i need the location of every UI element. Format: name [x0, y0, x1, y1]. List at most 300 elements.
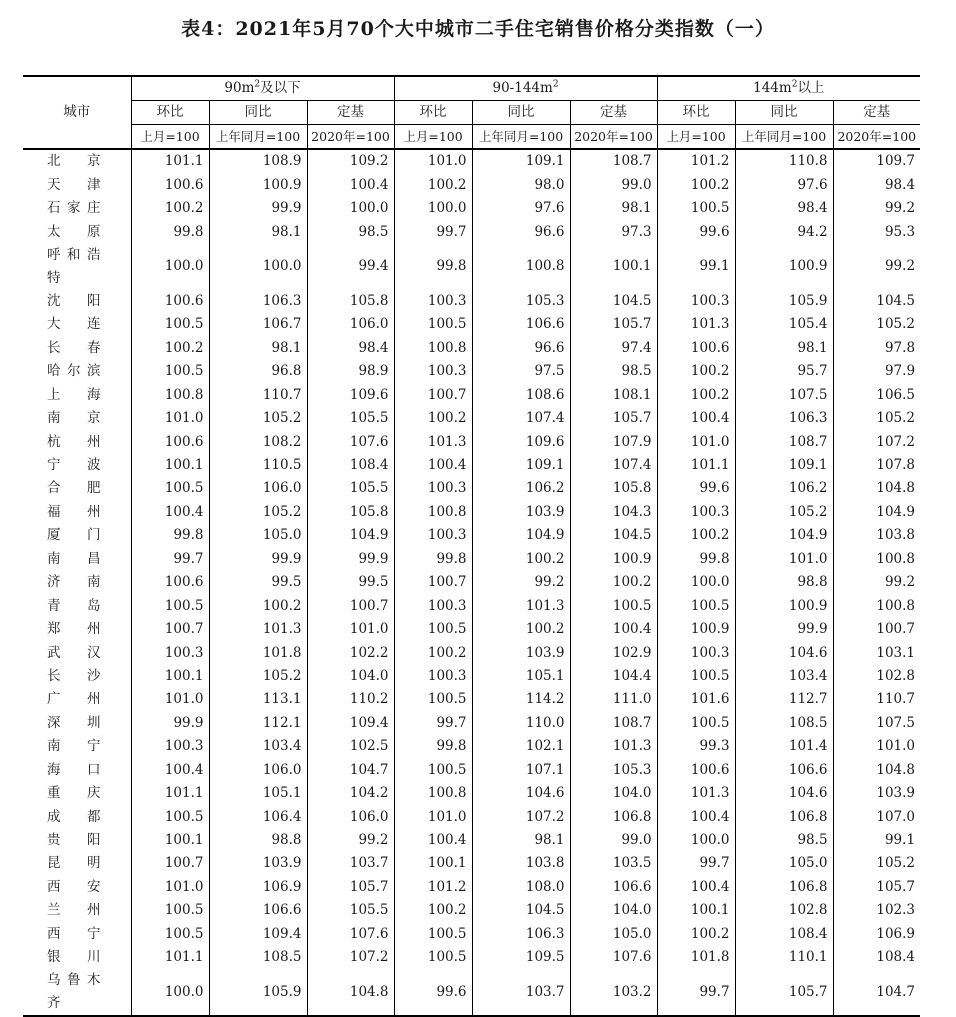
index-value: 106.0 — [307, 805, 394, 828]
index-value: 100.3 — [657, 290, 735, 313]
index-value: 106.2 — [472, 477, 570, 500]
index-value: 101.0 — [394, 149, 472, 173]
index-value: 104.4 — [570, 665, 657, 688]
table-row — [23, 735, 920, 758]
index-value: 103.1 — [833, 641, 920, 664]
table-row — [23, 923, 920, 946]
index-value: 107.6 — [307, 430, 394, 453]
index-value: 100.2 — [657, 173, 735, 196]
index-value: 107.6 — [570, 946, 657, 969]
index-value: 108.2 — [209, 430, 307, 453]
index-value: 99.5 — [209, 571, 307, 594]
index-value: 100.2 — [394, 173, 472, 196]
index-value: 102.1 — [472, 735, 570, 758]
index-value: 105.2 — [833, 313, 920, 336]
city-name: 南宁 — [47, 738, 101, 755]
index-value: 100.6 — [131, 430, 209, 453]
superscript: 2 — [791, 79, 798, 90]
index-value: 107.4 — [472, 407, 570, 430]
index-value: 100.5 — [131, 594, 209, 617]
index-value: 99.1 — [657, 244, 735, 290]
index-value: 105.7 — [570, 407, 657, 430]
index-value: 104.2 — [307, 782, 394, 805]
index-value: 102.2 — [307, 641, 394, 664]
table-row — [23, 524, 920, 547]
index-value: 99.7 — [657, 969, 735, 1016]
index-value: 100.3 — [394, 594, 472, 617]
index-value: 101.3 — [570, 735, 657, 758]
city-name: 广州 — [47, 691, 101, 708]
index-value: 100.2 — [394, 899, 472, 922]
index-value: 100.5 — [657, 594, 735, 617]
table-row — [23, 454, 920, 477]
city-name: 昆明 — [47, 855, 101, 872]
base-label-mom: 上月=100 — [131, 125, 209, 150]
superscript: 2 — [552, 79, 559, 90]
table-row — [23, 407, 920, 430]
city-name: 银川 — [47, 949, 101, 966]
index-value: 104.7 — [307, 759, 394, 782]
index-value: 99.5 — [307, 571, 394, 594]
index-value: 107.0 — [833, 805, 920, 828]
city-name: 郑州 — [47, 621, 101, 638]
index-value: 106.4 — [209, 805, 307, 828]
city-name: 合肥 — [47, 480, 101, 497]
index-value: 100.4 — [657, 876, 735, 899]
index-value: 103.9 — [472, 641, 570, 664]
table-body — [23, 149, 920, 1016]
table-row — [23, 501, 920, 524]
base-label-fixed: 2020年=100 — [307, 125, 394, 150]
index-value: 100.2 — [657, 360, 735, 383]
city-name: 西宁 — [47, 925, 101, 942]
index-value: 99.7 — [394, 220, 472, 243]
index-value: 100.6 — [131, 173, 209, 196]
city-name: 贵阳 — [47, 832, 101, 849]
index-value: 99.9 — [131, 712, 209, 735]
index-value: 100.9 — [735, 594, 833, 617]
index-value: 101.1 — [657, 454, 735, 477]
city-name: 哈尔滨 — [47, 363, 101, 380]
index-value: 106.0 — [307, 313, 394, 336]
index-value: 100.9 — [570, 548, 657, 571]
index-value: 106.5 — [833, 384, 920, 407]
index-value: 100.4 — [307, 173, 394, 196]
index-value: 108.4 — [735, 923, 833, 946]
index-value: 100.8 — [131, 384, 209, 407]
index-value: 112.1 — [209, 712, 307, 735]
index-value: 103.9 — [209, 852, 307, 875]
index-value: 106.6 — [472, 313, 570, 336]
index-value: 100.2 — [657, 923, 735, 946]
index-value: 99.9 — [735, 618, 833, 641]
sub-header-yoy: 同比 — [472, 101, 570, 125]
index-value: 107.4 — [570, 454, 657, 477]
index-value: 99.9 — [209, 197, 307, 220]
base-label-mom: 上月=100 — [394, 125, 472, 150]
index-value: 100.2 — [209, 594, 307, 617]
index-value: 107.5 — [833, 712, 920, 735]
table-row — [23, 594, 920, 617]
index-value: 99.6 — [657, 220, 735, 243]
index-value: 105.7 — [735, 969, 833, 1016]
index-value: 99.8 — [394, 244, 472, 290]
index-value: 109.7 — [833, 149, 920, 173]
group-header-medium — [394, 76, 657, 101]
index-value: 103.4 — [209, 735, 307, 758]
index-value: 101.0 — [307, 618, 394, 641]
index-value: 100.5 — [131, 899, 209, 922]
index-value: 98.1 — [570, 197, 657, 220]
index-value: 100.5 — [394, 618, 472, 641]
sub-header-fixed-base: 定基 — [307, 101, 394, 125]
index-value: 100.8 — [394, 782, 472, 805]
index-value: 110.2 — [307, 688, 394, 711]
index-value: 100.3 — [394, 524, 472, 547]
index-value: 99.2 — [307, 829, 394, 852]
index-value: 101.3 — [394, 430, 472, 453]
table-row — [23, 899, 920, 922]
index-value: 106.0 — [209, 759, 307, 782]
index-value: 105.2 — [833, 407, 920, 430]
index-value: 114.2 — [472, 688, 570, 711]
index-value: 106.2 — [735, 477, 833, 500]
index-value: 104.6 — [735, 782, 833, 805]
base-label-mom: 上月=100 — [657, 125, 735, 150]
index-value: 101.3 — [209, 618, 307, 641]
city-name: 杭州 — [47, 433, 101, 450]
index-value: 99.1 — [833, 829, 920, 852]
city-name: 青岛 — [47, 597, 101, 614]
index-value: 105.7 — [833, 876, 920, 899]
city-name: 沈阳 — [47, 292, 101, 309]
table-header — [23, 76, 920, 149]
city-name: 济南 — [47, 574, 101, 591]
table-row — [23, 384, 920, 407]
index-value: 101.1 — [131, 149, 209, 173]
index-value: 102.8 — [833, 665, 920, 688]
city-name: 长春 — [47, 339, 101, 356]
index-value: 99.0 — [570, 173, 657, 196]
index-value: 109.1 — [735, 454, 833, 477]
table-row — [23, 805, 920, 828]
sub-header-mom: 环比 — [394, 101, 472, 125]
index-value: 100.5 — [131, 477, 209, 500]
sub-header-yoy: 同比 — [209, 101, 307, 125]
table-row — [23, 759, 920, 782]
index-value: 100.3 — [394, 665, 472, 688]
index-value: 101.3 — [657, 782, 735, 805]
index-value: 100.3 — [131, 735, 209, 758]
table-row — [23, 829, 920, 852]
city-name: 厦门 — [47, 527, 101, 544]
index-value: 105.0 — [209, 524, 307, 547]
sub-header-fixed-base: 定基 — [570, 101, 657, 125]
index-value: 100.0 — [657, 829, 735, 852]
index-value: 101.0 — [131, 688, 209, 711]
index-value: 108.6 — [472, 384, 570, 407]
city-name: 成都 — [47, 808, 101, 825]
index-value: 102.3 — [833, 899, 920, 922]
city-name: 天津 — [47, 176, 101, 193]
table-row — [23, 360, 920, 383]
table-row — [23, 477, 920, 500]
index-value: 100.6 — [131, 571, 209, 594]
index-value: 100.6 — [131, 290, 209, 313]
table-row — [23, 969, 920, 1016]
index-value: 100.0 — [131, 244, 209, 290]
index-value: 105.9 — [209, 969, 307, 1016]
group-label-suffix: 以上 — [797, 80, 825, 96]
city-column-header: 城市 — [23, 76, 131, 149]
index-value: 100.2 — [657, 524, 735, 547]
index-value: 108.1 — [570, 384, 657, 407]
index-value: 105.7 — [570, 313, 657, 336]
sub-header-mom: 环比 — [131, 101, 209, 125]
index-value: 97.8 — [833, 337, 920, 360]
index-value: 101.0 — [833, 735, 920, 758]
index-value: 99.7 — [394, 712, 472, 735]
index-value: 100.2 — [472, 618, 570, 641]
table-row — [23, 946, 920, 969]
city-name: 重庆 — [47, 785, 101, 802]
index-value: 99.4 — [307, 244, 394, 290]
index-value: 105.9 — [735, 290, 833, 313]
index-value: 101.0 — [735, 548, 833, 571]
index-value: 110.7 — [209, 384, 307, 407]
table-row — [23, 712, 920, 735]
table-row — [23, 337, 920, 360]
index-value: 100.5 — [131, 360, 209, 383]
index-value: 96.8 — [209, 360, 307, 383]
index-value: 105.2 — [833, 852, 920, 875]
index-value: 104.8 — [833, 759, 920, 782]
index-value: 100.5 — [131, 313, 209, 336]
index-value: 99.7 — [657, 852, 735, 875]
index-value: 101.0 — [131, 876, 209, 899]
table-row — [23, 618, 920, 641]
index-value: 101.3 — [657, 313, 735, 336]
index-value: 97.9 — [833, 360, 920, 383]
group-header-large — [657, 76, 920, 101]
index-value: 100.7 — [394, 384, 472, 407]
city-name: 武汉 — [47, 644, 101, 661]
index-value: 100.7 — [307, 594, 394, 617]
index-value: 107.6 — [307, 923, 394, 946]
index-value: 100.8 — [394, 501, 472, 524]
index-value: 100.1 — [131, 454, 209, 477]
index-value: 99.7 — [131, 548, 209, 571]
index-value: 110.8 — [735, 149, 833, 173]
index-value: 100.8 — [833, 548, 920, 571]
index-value: 98.5 — [735, 829, 833, 852]
index-value: 99.3 — [657, 735, 735, 758]
index-value: 107.1 — [472, 759, 570, 782]
index-value: 101.2 — [394, 876, 472, 899]
index-value: 104.5 — [833, 290, 920, 313]
index-value: 100.9 — [209, 173, 307, 196]
index-value: 110.5 — [209, 454, 307, 477]
index-value: 100.6 — [657, 337, 735, 360]
index-value: 100.3 — [394, 360, 472, 383]
index-value: 100.0 — [209, 244, 307, 290]
index-value: 107.9 — [570, 430, 657, 453]
index-value: 100.0 — [394, 197, 472, 220]
index-value: 109.2 — [307, 149, 394, 173]
index-value: 102.9 — [570, 641, 657, 664]
city-name: 南京 — [47, 410, 101, 427]
index-value: 109.6 — [307, 384, 394, 407]
index-value: 105.7 — [307, 876, 394, 899]
index-value: 108.4 — [307, 454, 394, 477]
city-name: 乌鲁木齐 — [23, 969, 131, 1016]
page-title: 表4：2021年5月70个大中城市二手住宅销售价格分类指数（一） — [181, 18, 775, 40]
index-value: 103.4 — [735, 665, 833, 688]
city-name: 海口 — [47, 761, 101, 778]
index-value: 113.1 — [209, 688, 307, 711]
index-value: 101.0 — [131, 407, 209, 430]
index-value: 104.0 — [570, 782, 657, 805]
index-value: 106.8 — [570, 805, 657, 828]
city-name: 大连 — [47, 316, 101, 333]
base-label-yoy: 上年同月=100 — [735, 125, 833, 150]
index-value: 102.5 — [307, 735, 394, 758]
index-value: 100.2 — [394, 641, 472, 664]
city-name: 西安 — [47, 878, 101, 895]
index-value: 100.5 — [131, 805, 209, 828]
index-value: 106.9 — [833, 923, 920, 946]
index-value: 106.3 — [472, 923, 570, 946]
table-row — [23, 571, 920, 594]
table-row — [23, 313, 920, 336]
index-value: 105.5 — [307, 477, 394, 500]
index-value: 101.0 — [657, 430, 735, 453]
index-value: 100.7 — [394, 571, 472, 594]
table-row — [23, 197, 920, 220]
index-value: 100.4 — [394, 829, 472, 852]
index-value: 104.0 — [307, 665, 394, 688]
index-value: 108.7 — [570, 712, 657, 735]
group-label: 90m — [224, 80, 255, 96]
group-label-suffix: 及以下 — [260, 80, 301, 96]
index-value: 100.9 — [735, 244, 833, 290]
index-value: 106.3 — [735, 407, 833, 430]
index-value: 96.6 — [472, 337, 570, 360]
index-value: 100.1 — [657, 899, 735, 922]
index-value: 106.8 — [735, 805, 833, 828]
index-value: 100.2 — [657, 384, 735, 407]
index-value: 101.3 — [472, 594, 570, 617]
index-value: 100.5 — [394, 313, 472, 336]
index-value: 104.6 — [472, 782, 570, 805]
table-row — [23, 149, 920, 173]
index-value: 105.5 — [307, 407, 394, 430]
index-value: 105.3 — [472, 290, 570, 313]
index-value: 104.9 — [735, 524, 833, 547]
index-value: 100.3 — [657, 501, 735, 524]
index-value: 101.4 — [735, 735, 833, 758]
index-value: 103.8 — [472, 852, 570, 875]
index-value: 106.3 — [209, 290, 307, 313]
index-value: 97.6 — [472, 197, 570, 220]
city-name: 兰州 — [47, 902, 101, 919]
index-value: 98.4 — [735, 197, 833, 220]
index-value: 94.2 — [735, 220, 833, 243]
city-name: 太原 — [47, 223, 101, 240]
index-value: 105.0 — [735, 852, 833, 875]
index-value: 100.3 — [657, 641, 735, 664]
index-value: 110.7 — [833, 688, 920, 711]
index-value: 100.7 — [833, 618, 920, 641]
index-value: 109.4 — [307, 712, 394, 735]
index-value: 108.7 — [570, 149, 657, 173]
table-row — [23, 290, 920, 313]
index-value: 100.4 — [570, 618, 657, 641]
index-value: 103.5 — [570, 852, 657, 875]
index-value: 106.6 — [209, 899, 307, 922]
table-row — [23, 782, 920, 805]
sub-header-fixed-base: 定基 — [833, 101, 920, 125]
index-value: 100.9 — [657, 618, 735, 641]
index-value: 99.6 — [394, 969, 472, 1016]
city-name: 宁波 — [47, 457, 101, 474]
index-value: 106.0 — [209, 477, 307, 500]
index-value: 104.6 — [735, 641, 833, 664]
index-value: 99.8 — [131, 220, 209, 243]
index-value: 105.4 — [735, 313, 833, 336]
index-value: 104.0 — [570, 899, 657, 922]
index-value: 100.8 — [833, 594, 920, 617]
index-value: 100.0 — [657, 571, 735, 594]
city-name: 南昌 — [47, 550, 101, 567]
index-value: 97.5 — [472, 360, 570, 383]
index-value: 106.9 — [209, 876, 307, 899]
index-value: 105.5 — [307, 899, 394, 922]
index-value: 111.0 — [570, 688, 657, 711]
index-value: 108.5 — [735, 712, 833, 735]
index-value: 104.5 — [570, 524, 657, 547]
index-value: 101.1 — [131, 782, 209, 805]
index-value: 110.1 — [735, 946, 833, 969]
superscript: 2 — [254, 79, 261, 90]
index-value: 109.1 — [472, 454, 570, 477]
index-value: 107.2 — [307, 946, 394, 969]
index-value: 100.2 — [570, 571, 657, 594]
index-value: 100.2 — [472, 548, 570, 571]
index-value: 98.0 — [472, 173, 570, 196]
index-value: 98.1 — [735, 337, 833, 360]
index-value: 109.5 — [472, 946, 570, 969]
index-value: 101.8 — [209, 641, 307, 664]
index-value: 104.9 — [307, 524, 394, 547]
index-value: 101.2 — [657, 149, 735, 173]
table-row — [23, 220, 920, 243]
index-value: 104.8 — [833, 477, 920, 500]
index-value: 104.9 — [472, 524, 570, 547]
index-value: 97.3 — [570, 220, 657, 243]
index-value: 99.2 — [833, 571, 920, 594]
index-value: 100.4 — [657, 407, 735, 430]
group-header-small — [131, 76, 394, 101]
index-value: 106.8 — [735, 876, 833, 899]
index-value: 98.9 — [307, 360, 394, 383]
index-value: 108.4 — [833, 946, 920, 969]
index-value: 105.8 — [307, 501, 394, 524]
index-value: 100.7 — [131, 852, 209, 875]
index-value: 101.1 — [131, 946, 209, 969]
index-value: 99.6 — [657, 477, 735, 500]
index-value: 100.5 — [394, 688, 472, 711]
